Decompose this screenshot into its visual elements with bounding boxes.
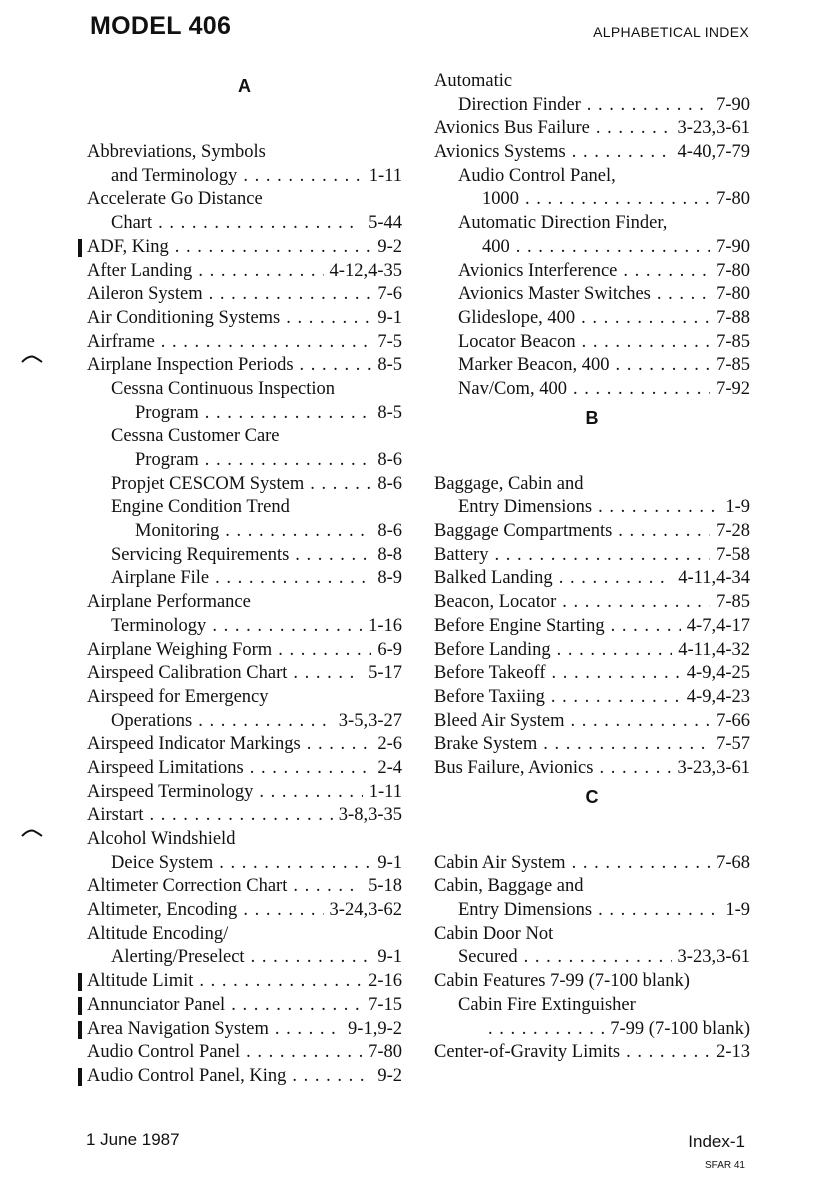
entry-page: 1-16 <box>368 615 402 636</box>
index-entry <box>434 615 750 639</box>
page-number: Index-1 <box>688 1132 745 1151</box>
index-entry <box>434 899 750 923</box>
entry-page: 9-1 <box>377 307 402 328</box>
index-entry <box>87 994 402 1018</box>
leader-dots <box>243 165 362 189</box>
entry-page: 3-24,3-62 <box>329 900 402 921</box>
index-entry <box>87 591 402 615</box>
entry-page: 7-85 <box>716 355 750 376</box>
entry-page: 1-9 <box>725 497 750 518</box>
entry-term: ADF, King <box>87 236 169 257</box>
leader-dots <box>158 212 362 236</box>
entry-page: 1-11 <box>368 165 402 186</box>
entry-term: Center-of-Gravity Limits <box>434 1042 621 1063</box>
index-entry <box>87 639 402 663</box>
index-entry <box>87 331 402 355</box>
entry-page: 1-11 <box>368 781 402 802</box>
entry-page: 9-1 <box>377 852 402 873</box>
revision-date: 1 June 1987 <box>86 1130 180 1149</box>
entry-page: 7-6 <box>377 284 402 305</box>
entry-term: Monitoring <box>135 521 220 542</box>
entry-page: 5-18 <box>368 876 402 897</box>
entry-term: Altimeter Correction Chart <box>87 876 288 897</box>
index-entry <box>87 449 402 473</box>
entry-page: 5-17 <box>368 663 402 684</box>
index-entry <box>87 402 402 426</box>
leader-dots <box>618 520 710 544</box>
entry-term: Program <box>135 402 199 423</box>
entry-term: Airspeed for Emergency <box>87 686 269 707</box>
index-entry <box>87 662 402 686</box>
index-entry <box>87 260 402 284</box>
index-entry <box>87 188 402 212</box>
leader-dots <box>572 141 672 165</box>
entry-term: Brake System <box>434 734 538 755</box>
entry-term: Audio Control Panel <box>87 1042 241 1063</box>
entry-term: Baggage Compartments <box>434 521 613 542</box>
entry-term: Altitude Encoding/ <box>87 923 229 944</box>
entry-term: Bleed Air System <box>434 710 565 731</box>
entry-term: Airspeed Indicator Markings <box>87 734 301 755</box>
leader-dots <box>199 970 362 994</box>
index-entry <box>434 70 750 94</box>
entry-term: Cabin Features 7-99 (7-100 blank) <box>434 971 690 992</box>
entry-page: 9-2 <box>377 236 402 257</box>
leader-dots <box>259 781 362 805</box>
entry-term: Air Conditioning Systems <box>87 307 281 328</box>
entry-page: 9-1 <box>377 947 402 968</box>
index-entry <box>87 378 402 402</box>
entry-page: 7-88 <box>716 307 750 328</box>
entry-term: Entry Dimensions <box>458 497 593 518</box>
entry-term: Automatic <box>434 71 513 91</box>
index-entry <box>434 378 750 402</box>
leader-dots <box>243 899 323 923</box>
entry-page: 7-80 <box>716 260 750 281</box>
entry-term: Locator Beacon <box>458 331 576 352</box>
entry-term: Avionics Bus Failure <box>434 118 590 139</box>
entry-term: Airspeed Calibration Chart <box>87 663 288 684</box>
entry-term: Airstart <box>87 805 144 826</box>
entry-page: 8-8 <box>377 544 402 565</box>
entry-term: Secured <box>458 947 518 968</box>
entry-page: 7-57 <box>716 734 750 755</box>
index-entry <box>87 165 402 189</box>
leader-dots <box>246 1041 362 1065</box>
entry-term: Airspeed Terminology <box>87 781 254 802</box>
leader-dots <box>307 733 372 757</box>
entry-term: Audio Control Panel, <box>458 165 616 186</box>
leader-dots <box>557 639 673 663</box>
index-entry <box>87 710 402 734</box>
leader-dots <box>293 662 362 686</box>
section-gap <box>87 117 402 141</box>
index-entry <box>434 212 750 236</box>
index-entry <box>434 567 750 591</box>
leader-dots <box>225 520 371 544</box>
index-entry <box>87 946 402 970</box>
entry-page: 7-99 (7-100 blank) <box>610 1018 750 1039</box>
leader-dots <box>524 946 672 970</box>
entry-page: 6-9 <box>377 639 402 660</box>
index-entry <box>87 804 402 828</box>
leader-dots <box>161 331 372 355</box>
index-entry <box>434 188 750 212</box>
leader-dots <box>543 733 710 757</box>
index-entry <box>434 307 750 331</box>
entry-page: 3-23,3-61 <box>677 757 750 778</box>
leader-dots <box>657 283 710 307</box>
entry-term: Abbreviations, Symbols <box>87 142 266 163</box>
entry-term: Engine Condition Trend <box>111 497 290 518</box>
leader-dots <box>552 662 681 686</box>
leader-dots <box>551 686 681 710</box>
entry-term: Alcohol Windshield <box>87 829 236 850</box>
leader-dots <box>310 473 371 497</box>
entry-page: 7-28 <box>716 521 750 542</box>
index-column-right <box>434 70 750 1065</box>
entry-term: Before Engine Starting <box>434 615 605 636</box>
entry-term: Cabin Door Not <box>434 923 554 944</box>
index-entry <box>434 496 750 520</box>
index-entry <box>434 757 750 781</box>
index-entry <box>87 757 402 781</box>
entry-page: 1-9 <box>725 900 750 921</box>
entry-term: After Landing <box>87 260 193 281</box>
change-bar <box>78 997 82 1015</box>
entry-term: Avionics Master Switches <box>458 284 651 305</box>
change-bar <box>78 1068 82 1086</box>
leader-dots <box>205 449 372 473</box>
entry-term: Program <box>135 450 199 471</box>
leader-dots <box>581 307 710 331</box>
entry-page: 2-13 <box>716 1042 750 1063</box>
entry-page: 7-90 <box>716 94 750 115</box>
leader-dots <box>231 994 362 1018</box>
index-entry <box>87 875 402 899</box>
leader-dots <box>596 117 672 141</box>
index-entry <box>434 520 750 544</box>
leader-dots <box>573 378 710 402</box>
entry-term: Entry Dimensions <box>458 900 593 921</box>
entry-term: Baggage, Cabin and <box>434 473 584 494</box>
index-entry <box>87 923 402 947</box>
entry-term: Before Takeoff <box>434 663 546 684</box>
entry-page: 2-6 <box>377 734 402 755</box>
entry-page: 3-23,3-61 <box>677 118 750 139</box>
index-entry <box>87 899 402 923</box>
index-entry <box>87 567 402 591</box>
section-letter: A <box>238 76 251 96</box>
entry-page: 7-90 <box>716 236 750 257</box>
entry-page: 7-58 <box>716 544 750 565</box>
entry-term: 400 <box>482 236 510 257</box>
entry-term: Area Navigation System <box>87 1018 269 1039</box>
entry-term: 1000 <box>482 189 519 210</box>
leader-dots <box>626 1041 710 1065</box>
index-entry <box>434 117 750 141</box>
leader-dots <box>251 946 372 970</box>
index-entry <box>434 354 750 378</box>
entry-page: 4-11,4-32 <box>678 639 750 660</box>
entry-term: Before Taxiing <box>434 686 545 707</box>
model-title: MODEL 406 <box>90 12 232 40</box>
entry-term: Accelerate Go Distance <box>87 189 263 210</box>
leader-dots <box>571 710 711 734</box>
entry-term: Operations <box>111 710 193 731</box>
entry-page: 7-80 <box>716 189 750 210</box>
index-entry <box>434 236 750 260</box>
index-entry <box>87 1065 402 1089</box>
entry-term: Airplane Performance <box>87 592 251 613</box>
entry-term: Airplane Inspection Periods <box>87 355 294 376</box>
entry-term: Alerting/Preselect <box>111 947 245 968</box>
leader-dots <box>598 496 719 520</box>
leader-dots <box>525 188 710 212</box>
leader-dots <box>598 899 719 923</box>
index-entry <box>434 283 750 307</box>
entry-term: Beacon, Locator <box>434 592 557 613</box>
leader-dots <box>219 852 371 876</box>
index-entry <box>87 212 402 236</box>
leader-dots <box>250 757 372 781</box>
entry-term: Airframe <box>87 331 155 352</box>
entry-term: Battery <box>434 544 489 565</box>
index-entry <box>87 781 402 805</box>
entry-page: 4-9,4-25 <box>686 663 750 684</box>
regulation-code: SFAR 41 <box>704 1160 745 1171</box>
entry-page: 7-85 <box>716 331 750 352</box>
entry-page: 4-40,7-79 <box>677 142 750 163</box>
entry-term: Cabin Air System <box>434 852 566 873</box>
index-entry <box>87 307 402 331</box>
entry-term: Cabin Fire Extinguisher <box>458 994 636 1015</box>
index-entry <box>87 733 402 757</box>
entry-page: 7-85 <box>716 592 750 613</box>
entry-page: 3-8,3-35 <box>338 805 402 826</box>
index-entry <box>87 283 402 307</box>
entry-page: 7-5 <box>377 331 402 352</box>
leader-dots <box>175 236 372 260</box>
entry-page: 2-4 <box>377 757 402 778</box>
leader-dots <box>215 567 371 591</box>
entry-term: Avionics Systems <box>434 142 566 163</box>
entry-term: Glideslope, 400 <box>458 307 576 328</box>
leader-dots <box>582 331 710 355</box>
entry-page: 8-6 <box>377 473 402 494</box>
leader-dots <box>587 94 710 118</box>
index-entry <box>434 923 750 947</box>
entry-page: 8-9 <box>377 568 402 589</box>
index-entry <box>87 970 402 994</box>
index-entry <box>434 591 750 615</box>
entry-page: 7-80 <box>368 1042 402 1063</box>
index-entry <box>434 165 750 189</box>
leader-dots <box>611 615 681 639</box>
entry-term: Balked Landing <box>434 568 553 589</box>
entry-page: 7-66 <box>716 710 750 731</box>
leader-dots <box>209 283 372 307</box>
index-entry <box>434 94 750 118</box>
entry-page: 7-92 <box>716 378 750 399</box>
entry-term: Marker Beacon, 400 <box>458 355 610 376</box>
index-entry <box>434 639 750 663</box>
index-entry <box>434 331 750 355</box>
entry-page: 8-5 <box>377 355 402 376</box>
index-column-left <box>87 70 402 1089</box>
section-gap <box>434 449 750 473</box>
entry-term: Before Landing <box>434 639 551 660</box>
index-entry <box>87 354 402 378</box>
section-title: ALPHABETICAL INDEX <box>593 24 749 40</box>
index-entry <box>87 425 402 449</box>
index-entry <box>434 733 750 757</box>
index-entry <box>87 141 402 165</box>
entry-term: Airplane Weighing Form <box>87 639 273 660</box>
index-entry <box>87 473 402 497</box>
index-entry <box>87 686 402 710</box>
index-entry <box>434 260 750 284</box>
change-bar <box>78 973 82 991</box>
leader-dots <box>572 852 711 876</box>
entry-term: Aileron System <box>87 284 203 305</box>
index-entry <box>87 1041 402 1065</box>
leader-dots <box>198 710 333 734</box>
entry-term: Cabin, Baggage and <box>434 876 584 897</box>
index-entry <box>434 1041 750 1065</box>
entry-page: 3-23,3-61 <box>677 947 750 968</box>
entry-term: Annunciator Panel <box>87 994 226 1015</box>
index-entry <box>434 473 750 497</box>
entry-page: 4-11,4-34 <box>678 568 750 589</box>
leader-dots <box>275 1018 342 1042</box>
entry-page: 9-2 <box>377 1065 402 1086</box>
index-entry <box>434 970 750 994</box>
leader-dots <box>494 544 710 568</box>
entry-page: 2-16 <box>368 971 402 992</box>
entry-term: Chart <box>111 213 153 234</box>
section-gap <box>434 828 750 852</box>
index-entry <box>434 852 750 876</box>
entry-term: Propjet CESCOM System <box>111 473 305 494</box>
entry-term: Direction Finder <box>458 94 581 115</box>
index-entry <box>434 544 750 568</box>
entry-page: 9-1,9-2 <box>348 1018 402 1039</box>
entry-term: Nav/Com, 400 <box>458 378 567 399</box>
index-entry <box>87 1018 402 1042</box>
entry-term: Avionics Interference <box>458 260 618 281</box>
index-entry <box>434 994 750 1018</box>
entry-page: 4-7,4-17 <box>686 615 750 636</box>
leader-dots <box>295 544 371 568</box>
index-entry <box>434 686 750 710</box>
index-entry <box>434 710 750 734</box>
leader-dots <box>286 307 371 331</box>
entry-term: Deice System <box>111 852 214 873</box>
entry-term: Altimeter, Encoding <box>87 900 238 921</box>
entry-page: 5-44 <box>368 213 402 234</box>
entry-term: Airspeed Limitations <box>87 757 244 778</box>
entry-term: and Terminology <box>111 165 238 186</box>
entry-term: Audio Control Panel, King <box>87 1065 287 1086</box>
leader-dots <box>562 591 710 615</box>
index-entry <box>434 875 750 899</box>
entry-page: 4-9,4-23 <box>686 686 750 707</box>
section-letter: C <box>585 786 599 807</box>
leader-dots <box>212 615 362 639</box>
index-entry <box>434 1018 750 1042</box>
entry-page: 8-6 <box>377 521 402 542</box>
leader-dots <box>150 804 333 828</box>
index-entry <box>434 946 750 970</box>
entry-term: Bus Failure, Avionics <box>434 757 594 778</box>
index-entry <box>87 615 402 639</box>
leader-dots <box>559 567 673 591</box>
section-letter: B <box>585 407 599 428</box>
index-entry <box>87 544 402 568</box>
leader-dots <box>616 354 711 378</box>
index-entry <box>434 141 750 165</box>
entry-term: Servicing Requirements <box>111 544 290 565</box>
leader-dots <box>516 236 710 260</box>
entry-term: Terminology <box>111 615 207 636</box>
leader-dots <box>292 1065 371 1089</box>
change-bar <box>78 239 82 257</box>
entry-term: Automatic Direction Finder, <box>458 213 668 234</box>
leader-dots <box>300 354 372 378</box>
entry-term: Cessna Customer Care <box>111 426 280 447</box>
index-entry <box>87 496 402 520</box>
leader-dots <box>205 402 372 426</box>
index-entry <box>87 828 402 852</box>
entry-page: 7-68 <box>716 852 750 873</box>
margin-mark <box>21 828 43 838</box>
entry-page: 8-6 <box>377 450 402 471</box>
entry-page: 3-5,3-27 <box>338 710 402 731</box>
index-entry <box>87 520 402 544</box>
index-entry <box>87 852 402 876</box>
index-entry <box>434 662 750 686</box>
entry-page: 8-5 <box>377 402 402 423</box>
entry-term: Airplane File <box>111 568 210 589</box>
change-bar <box>78 1021 82 1039</box>
leader-dots <box>623 260 710 284</box>
leader-dots <box>198 260 323 284</box>
margin-mark <box>21 354 43 364</box>
leader-dots <box>293 875 362 899</box>
index-entry <box>87 236 402 260</box>
entry-term: Cessna Continuous Inspection <box>111 378 336 399</box>
entry-page: 7-80 <box>716 284 750 305</box>
leader-dots <box>278 639 371 663</box>
entry-term: Altitude Limit <box>87 971 194 992</box>
entry-page: 7-15 <box>368 994 402 1015</box>
entry-page: 4-12,4-35 <box>329 260 402 281</box>
leader-dots <box>488 1018 604 1042</box>
leader-dots <box>599 757 671 781</box>
